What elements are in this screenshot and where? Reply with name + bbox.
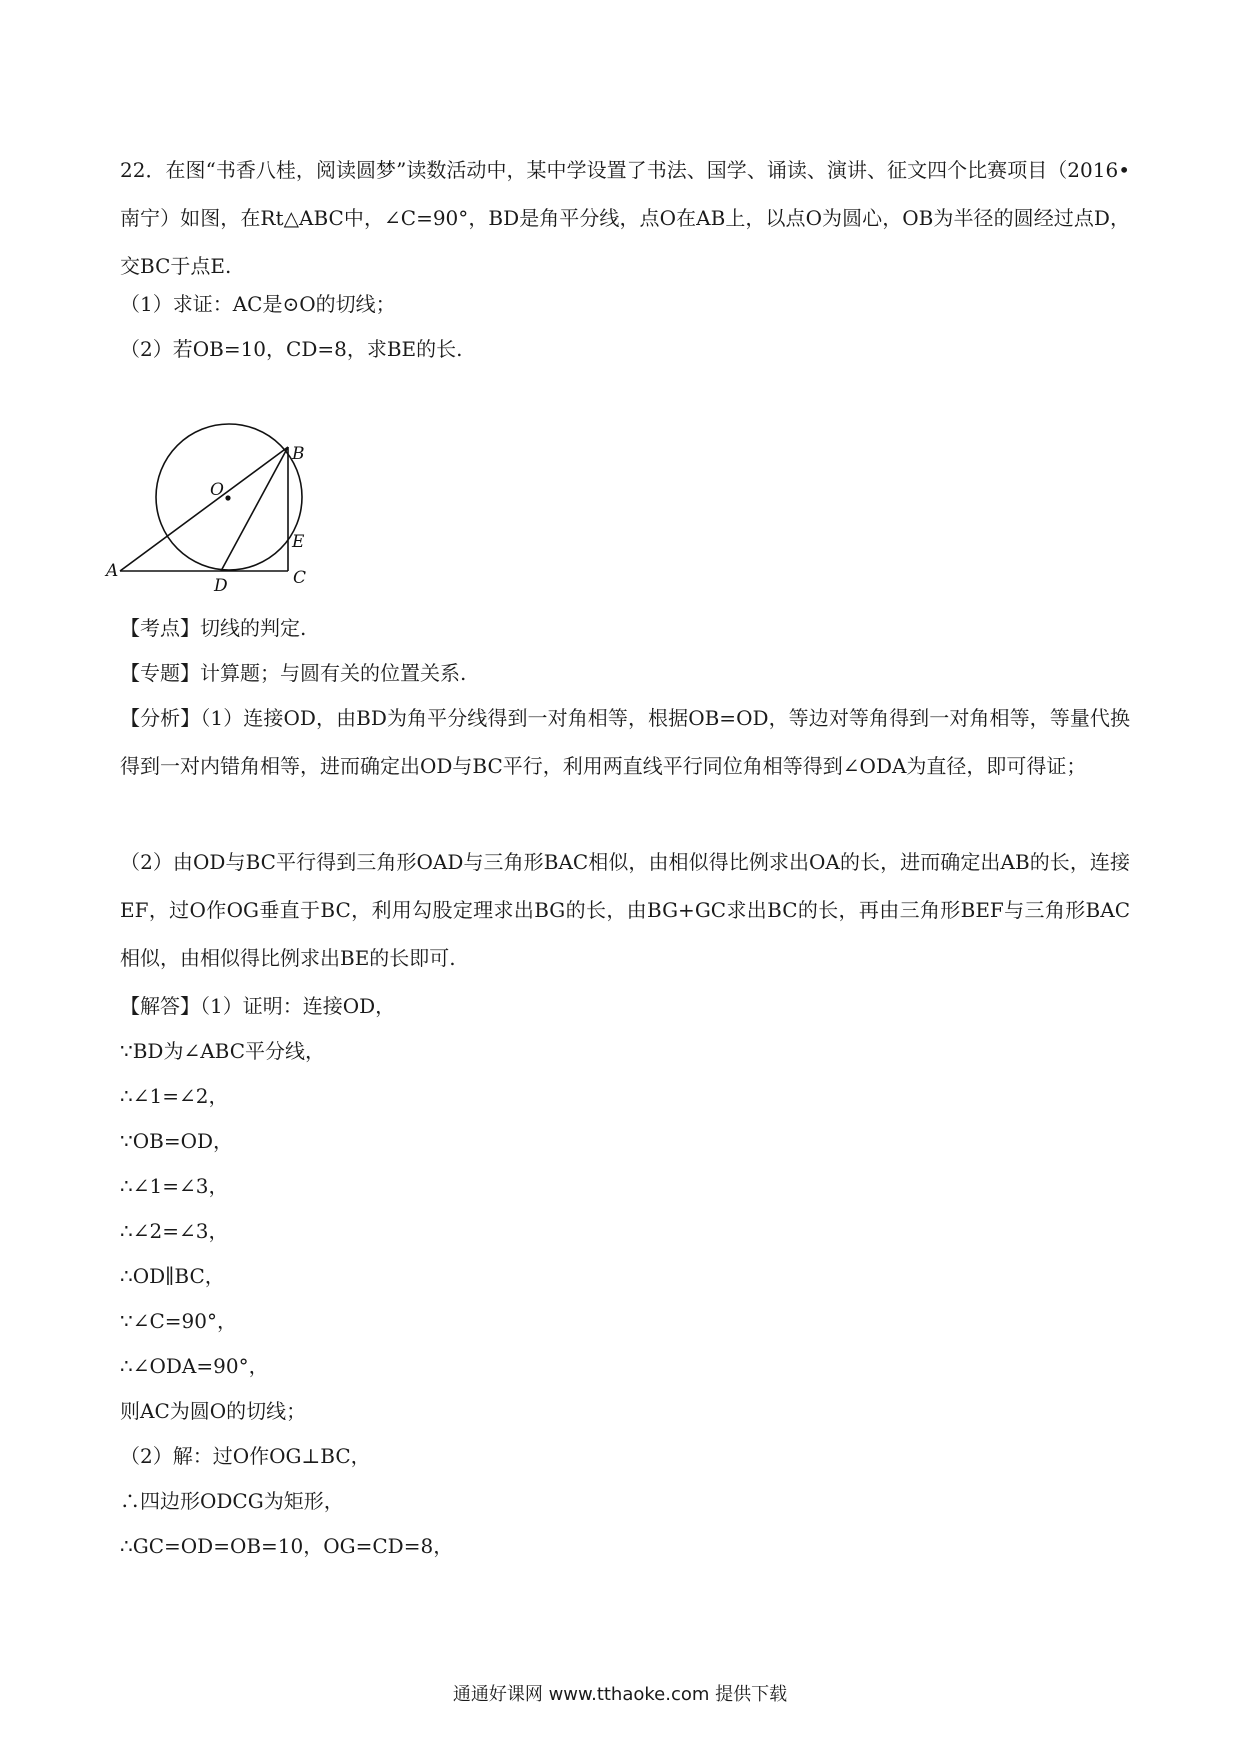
geometry-figure [106, 427, 348, 596]
label-d: D [214, 576, 228, 596]
solution-line: ∴∠1=∠2， [120, 1084, 229, 1108]
label-a: A [106, 561, 119, 581]
label-b: B [292, 444, 305, 464]
segment-ab [120, 447, 288, 571]
solution-line: ∵BD为∠ABC平分线， [120, 1039, 326, 1063]
solution-line: ∴四边形ODCG为矩形， [120, 1489, 344, 1513]
segment-bd [221, 447, 288, 571]
label-o: O [210, 480, 224, 500]
fenxi-part-1: 【分析】（1）连接OD，由BD为角平分线得到一对角相等，根据OB=OD，等边对等角得到一对角相等，等量代换得到一对内错角相等，进而确定出OD与BC平行，利用两直线平行同位角相等得到∠ODA为直径，即可得证； [120, 706, 1130, 778]
center-point-o [225, 495, 230, 500]
label-c: C [293, 568, 307, 588]
solution-line: 则AC为圆O的切线； [120, 1399, 307, 1423]
problem-statement: 22．在图“书香八桂，阅读圆梦”读数活动中，某中学设置了书法、国学、诵读、演讲、征文四个比赛项目（2016•南宁）如图，在Rt△ABC中，∠C=90°，BD是角平分线，点O在AB上，以点O为圆心，OB为半径的圆经过点D，交BC于点E. [120, 158, 1130, 278]
question-1: （1）求证：AC是⊙O的切线； [120, 292, 396, 316]
page-footer: 通通好课网 www.tthaoke.com 提供下载 [452, 1684, 788, 1705]
label-e: E [292, 532, 305, 552]
solution-line: ∵OB=OD， [120, 1129, 234, 1153]
solution-line: （2）解：过O作OG⊥BC， [120, 1444, 371, 1468]
solution-line: ∴OD∥BC， [120, 1264, 225, 1288]
solution-line: ∴∠1=∠3， [120, 1174, 229, 1198]
solution-line: 【解答】（1）证明：连接OD， [120, 994, 396, 1018]
solution-line: ∴∠ODA=90°， [120, 1354, 269, 1378]
zhuanti-line: 【专题】计算题；与圆有关的位置关系. [120, 661, 467, 685]
kaodian-line: 【考点】切线的判定. [120, 616, 307, 640]
solution-line: ∴∠2=∠3， [120, 1219, 229, 1243]
question-2: （2）若OB=10，CD=8，求BE的长. [120, 337, 463, 361]
solution-line: ∴GC=OD=OB=10，OG=CD=8， [120, 1534, 454, 1558]
solution-line: ∵∠C=90°， [120, 1309, 237, 1333]
fenxi-part-2: （2）由OD与BC平行得到三角形OAD与三角形BAC相似，由相似得比例求出OA的长，进而确定出AB的长，连接EF，过O作OG垂直于BC，利用勾股定理求出BG的长，由BG+GC求出BC的长，再由三角形BEF与三角形BAC相似，由相似得比例求出BE的长即可. [120, 850, 1130, 970]
